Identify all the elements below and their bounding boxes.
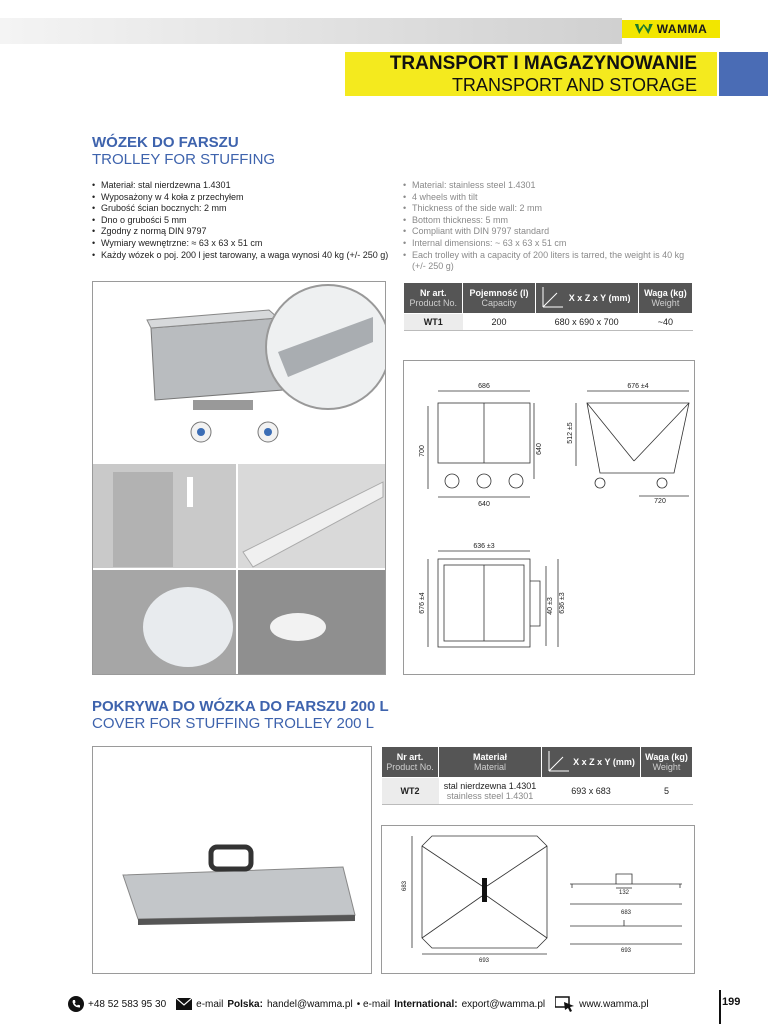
footer-separator: • e-mail [356, 998, 391, 1010]
web-cursor-icon [555, 996, 575, 1012]
dim-label: 40 ±3 [547, 597, 554, 615]
phone-icon [68, 996, 84, 1012]
cell-dims: 680 x 690 x 700 [535, 314, 638, 331]
spec-table-wt1 [403, 282, 693, 331]
title-banner-tab [719, 52, 768, 96]
axes-icon [539, 285, 565, 311]
list-item: • Each trolley with a capacity of 200 liters is tarred, the weight is 40 kg (+/- 250 g) [403, 250, 698, 273]
footer-email-label: e-mail [196, 998, 224, 1010]
list-item: • Zgodny z normą DIN 9797 [92, 226, 392, 238]
section1-title-pl: WÓZEK DO FARSZU [92, 134, 239, 151]
cover-image [93, 747, 371, 973]
section2-title-pl: POKRYWA DO WÓZKA DO FARSZU 200 L [92, 698, 389, 715]
list-item: • Internal dimensions: ~ 63 x 63 x 51 cm [403, 238, 698, 250]
section1-bullets-pl [92, 180, 392, 261]
dim-label: 636 ±3 [473, 543, 495, 550]
cell-weight: 5 [641, 778, 693, 805]
cell-capacity: 200 [463, 314, 535, 331]
dim-label: 636 ±3 [559, 592, 566, 614]
page-title-pl: TRANSPORT I MAGAZYNOWANIE [389, 53, 697, 74]
footer-pl-email[interactable]: handel@wamma.pl [266, 998, 353, 1010]
list-item: • Dno o grubości 5 mm [92, 215, 392, 227]
list-item: • Compliant with DIN 9797 standard [403, 226, 698, 238]
list-item: • 4 wheels with tilt [403, 192, 698, 204]
dim-label: 640 [536, 443, 543, 455]
footer-int-label: International: [394, 998, 458, 1010]
brand-logo [622, 20, 720, 38]
cell-material: stal nierdzewna 1.4301 stainless steel 1.4301 [439, 778, 542, 805]
section1-bullets-en [403, 180, 698, 273]
trolley-technical-drawing [403, 360, 695, 675]
list-item: • Bottom thickness: 5 mm [403, 215, 698, 227]
col-header-dims: X x Z x Y (mm) [542, 747, 641, 778]
table-header-row [404, 283, 693, 314]
list-item: • Materiał: stal nierdzewna 1.4301 [92, 180, 392, 192]
header-gradient-bar [0, 18, 622, 44]
col-header-weight: Waga (kg) Weight [638, 283, 692, 314]
dim-label: 640 [478, 501, 490, 508]
footer-contact-bar [68, 994, 716, 1014]
dim-label: 693 [478, 958, 490, 964]
col-header-material: Materiał Material [439, 747, 542, 778]
trolley-photo-collage [92, 281, 386, 675]
dim-label: 686 [478, 383, 490, 390]
table-row [382, 778, 693, 805]
cover-dimension-drawing [382, 826, 694, 973]
footer-phone[interactable]: +48 52 583 95 30 [88, 998, 167, 1010]
wamma-logo-icon [635, 24, 653, 34]
col-header-capacity: Pojemność (l) Capacity [463, 283, 535, 314]
list-item: • Material: stainless steel 1.4301 [403, 180, 698, 192]
page-title-en: TRANSPORT AND STORAGE [451, 75, 697, 95]
dim-label: 700 [419, 445, 426, 457]
footer-website[interactable]: www.wamma.pl [579, 998, 649, 1010]
list-item: • Każdy wózek o poj. 200 l jest tarowany, a waga wynosi 40 kg (+/- 250 g) [92, 250, 392, 262]
list-item: • Grubość ścian bocznych: 2 mm [92, 203, 392, 215]
col-header-art: Nr art. Product No. [404, 283, 463, 314]
table-row [404, 314, 693, 331]
dim-label: 693 [620, 948, 632, 954]
section1-title-en: TROLLEY FOR STUFFING [92, 151, 276, 168]
dim-label: 720 [654, 498, 666, 505]
cell-art: WT1 [404, 314, 463, 331]
cell-art: WT2 [382, 778, 439, 805]
cell-dims: 693 x 683 [542, 778, 641, 805]
dim-label: 683 [402, 880, 408, 892]
dim-label: 132 [618, 890, 630, 896]
dim-label: 676 ±4 [419, 592, 426, 614]
col-header-art: Nr art. Product No. [382, 747, 439, 778]
page-number: 199 [722, 996, 741, 1008]
dimension-drawing [404, 361, 694, 674]
dim-label: 676 ±4 [627, 383, 649, 390]
list-item: • Thickness of the side wall: 2 mm [403, 203, 698, 215]
brand-name: WAMMA [656, 22, 708, 36]
list-item: • Wymiary wewnętrzne: ≈ 63 x 63 x 51 cm [92, 238, 392, 250]
trolley-photo [93, 282, 385, 674]
dim-label: 512 ±5 [567, 422, 574, 444]
axes-icon [545, 749, 571, 775]
table-header-row [382, 747, 693, 778]
cover-technical-drawing [381, 825, 695, 974]
col-header-weight: Waga (kg) Weight [641, 747, 693, 778]
envelope-icon [176, 998, 192, 1010]
list-item: • Wyposażony w 4 koła z przechyłem [92, 192, 392, 204]
footer-int-email[interactable]: export@wamma.pl [461, 998, 546, 1010]
col-header-dims: X x Z x Y (mm) [535, 283, 638, 314]
page-number-divider [719, 990, 721, 1024]
footer-pl-label: Polska: [227, 998, 263, 1010]
cover-photo [92, 746, 372, 974]
spec-table-wt2 [381, 746, 693, 805]
dim-label: 683 [620, 910, 632, 916]
cell-weight: ~40 [638, 314, 692, 331]
section2-title-en: COVER FOR STUFFING TROLLEY 200 L [92, 715, 375, 732]
